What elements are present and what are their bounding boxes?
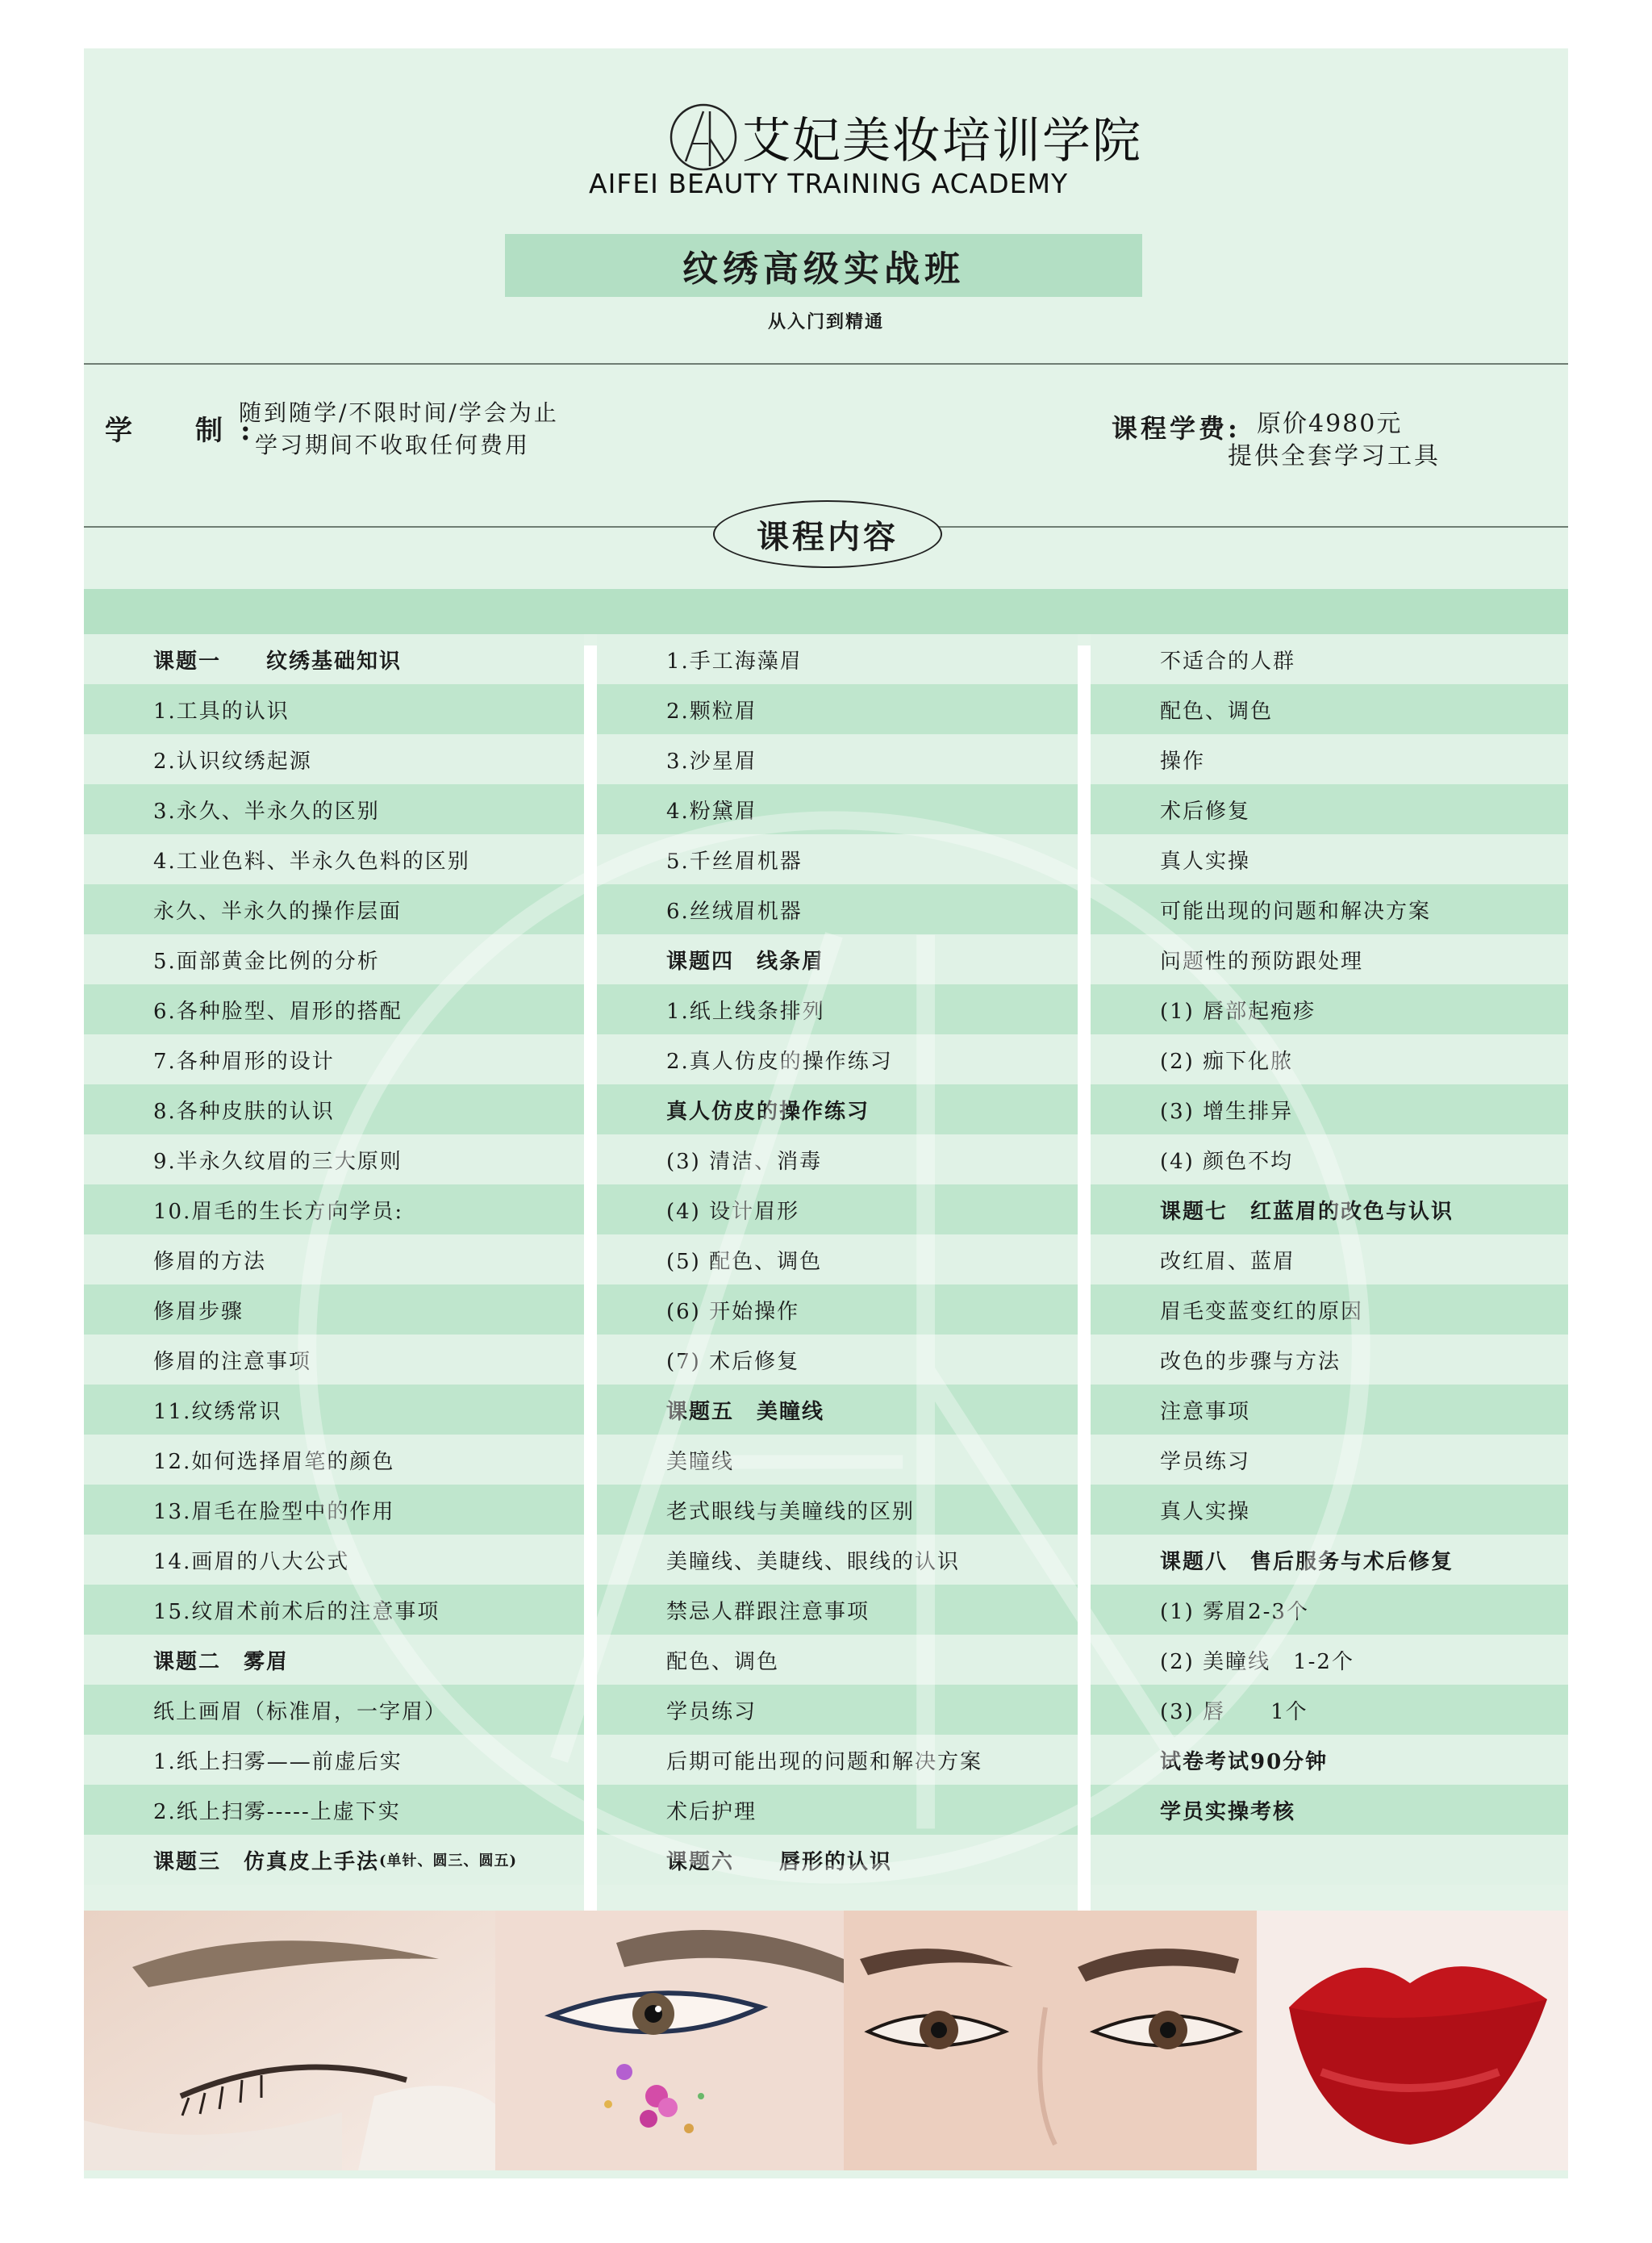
course-item-text: 1.纸上线条排列 [666,999,825,1024]
course-item [597,1735,1078,1785]
course-item [84,1685,584,1735]
course-item-text: 术后修复 [1160,799,1251,824]
course-item-text: (1) 雾眉2-3个 [1160,1599,1309,1624]
course-item [1091,1435,1568,1485]
course-item-text: 改红眉、蓝眉 [1160,1249,1296,1274]
course-item-text: 修眉的方法 [153,1249,267,1274]
course-item-text: 纸上画眉（标准眉，一字眉） [153,1699,448,1724]
course-item-text: 不适合的人群 [1160,649,1296,674]
course-item-text: 课题一 纹绣基础知识 [153,649,403,674]
course-item-text: (7) 术后修复 [666,1349,800,1374]
course-item-text: 4.粉黛眉 [666,799,757,824]
course-item-text: 2.纸上扫雾-----上虚下实 [153,1799,401,1824]
course-item-text: 禁忌人群跟注意事项 [666,1599,870,1624]
course-item [84,934,584,984]
logo [668,98,1142,176]
course-item-text: 6.各种脸型、眉形的搭配 [153,999,403,1024]
eye-makeup-image [495,1911,844,2170]
course-item-text: 6.丝绒眉机器 [666,899,803,924]
course-item-text: 7.各种眉形的设计 [153,1049,335,1074]
course-item-text: 老式眼线与美瞳线的区别 [666,1499,916,1524]
course-item-text: 1.手工海藻眉 [666,649,803,674]
course-item-text: 问题性的预防跟处理 [1160,949,1364,974]
course-item-text: 改色的步骤与方法 [1160,1349,1341,1374]
system-line-1: 随到随学/不限时间/学会为止 [239,399,559,426]
course-topic-heading [597,1385,1078,1435]
course-item [1091,1134,1568,1184]
eyebrow-closeup-image [84,1911,495,2170]
course-item [1091,634,1568,684]
course-item [1091,1284,1568,1335]
course-item-text: 8.各种皮肤的认识 [153,1099,335,1124]
course-item [597,984,1078,1034]
course-item [1091,1685,1568,1735]
course-item-text: 3.沙星眉 [666,749,757,774]
table-header-band [84,589,1568,634]
course-item-text: (5) 配色、调色 [666,1249,823,1274]
course-item [597,1485,1078,1535]
course-item [1091,834,1568,884]
course-item-text: 修眉步骤 [153,1299,244,1324]
course-item [1091,884,1568,934]
course-item [597,834,1078,884]
course-item [597,1034,1078,1084]
logo-english-name: AIFEI BEAUTY TRAINING ACADEMY [589,168,1069,199]
course-topic-heading [597,1835,1078,1885]
section-title [713,500,942,568]
system-line-2: 学习期间不收取任何费用 [255,432,531,458]
course-item-text: 修眉的注意事项 [153,1349,312,1374]
course-item-text: 学员实操考核 [1160,1799,1296,1824]
course-content-table [84,589,1568,1932]
red-lips-image [1257,1911,1568,2170]
course-item-text: 1.纸上扫雾——前虚后实 [153,1749,403,1774]
photo-eyebrow-eyes [844,1911,1257,2170]
course-item [597,1585,1078,1635]
course-item [84,884,584,934]
course-item-text: (4) 设计眉形 [666,1199,800,1224]
course-topic-heading [84,1635,584,1685]
course-item [84,1435,584,1485]
course-item [597,1234,1078,1284]
course-item [84,1785,584,1835]
course-item-text: 12.如何选择眉笔的颜色 [153,1449,395,1474]
course-item [597,684,1078,734]
course-item-text: 13.眉毛在脸型中的作用 [153,1499,395,1524]
course-topic-heading [1091,1785,1568,1835]
course-item-text: 真人仿皮的操作练习 [666,1099,870,1124]
course-item-text: 5.面部黄金比例的分析 [153,949,380,974]
course-item [1091,1034,1568,1084]
course-item-text: 课题三 仿真皮上手法 [153,1849,380,1874]
course-item-text: 美瞳线、美睫线、眼线的认识 [666,1549,961,1574]
photo-red-lips [1257,1911,1568,2170]
course-item [597,884,1078,934]
course-item-text: (3) 清洁、消毒 [666,1149,823,1174]
fee-label: 课程学费: [1112,413,1241,444]
course-item [1091,1585,1568,1635]
course-item-text: 11.纹绣常识 [153,1399,282,1424]
system-label: 学 制: [105,415,269,447]
course-item [84,1735,584,1785]
course-item-text: 4.工业色料、半永久色料的区别 [153,849,470,874]
course-item-text: 课题五 美瞳线 [666,1399,825,1424]
course-item [84,1134,584,1184]
course-item [84,1284,584,1335]
course-topic-heading [597,934,1078,984]
course-item-text: 课题二 雾眉 [153,1649,290,1674]
course-item-text: 9.半永久纹眉的三大原则 [153,1149,403,1174]
course-item-text: 可能出现的问题和解决方案 [1160,899,1432,924]
eyebrow-eyes-image [844,1911,1257,2170]
course-item [84,984,584,1034]
course-item [1091,1234,1568,1284]
course-topic-heading [84,634,584,684]
course-item [84,784,584,834]
course-item [597,1635,1078,1685]
course-item-text: (2) 痂下化脓 [1160,1049,1294,1074]
course-item [84,1485,584,1535]
course-item [1091,1084,1568,1134]
course-item-text: 1.工具的认识 [153,699,290,724]
course-column-3 [1091,634,1568,1932]
course-item [1091,1635,1568,1685]
course-item [84,1585,584,1635]
course-item [597,1535,1078,1585]
photo-eyebrow-closeup [84,1911,495,2170]
course-item [597,1184,1078,1234]
course-item [1091,984,1568,1034]
fee-line-1: 原价4980元 [1257,410,1403,438]
course-item-text: (3) 唇 1个 [1160,1699,1308,1724]
course-topic-heading [1091,1184,1568,1234]
course-item-text: 2.真人仿皮的操作练习 [666,1049,893,1074]
column-separator [1078,645,1091,1932]
course-item-text: 配色、调色 [1160,699,1274,724]
course-item [84,834,584,884]
course-item [84,1184,584,1234]
course-item-text: 学员练习 [1160,1449,1251,1474]
course-item-text: (1) 唇部起疱疹 [1160,999,1316,1024]
section-title-text: 课程内容 [757,517,899,556]
course-item [597,734,1078,784]
course-item [84,684,584,734]
course-item-text: 5.千丝眉机器 [666,849,803,874]
photo-strip [84,1911,1568,2170]
course-item-text: (2) 美瞳线 1-2个 [1160,1649,1354,1674]
course-item-text: 2.认识纹绣起源 [153,749,312,774]
course-item [84,1385,584,1435]
flyer-sheet [84,48,1568,2178]
aifei-logo-icon [668,102,739,173]
course-item-text: 后期可能出现的问题和解决方案 [666,1749,983,1774]
course-item [84,734,584,784]
course-item [597,634,1078,684]
course-item [597,1284,1078,1335]
course-item-text: 课题六 唇形的认识 [666,1849,893,1874]
course-item [84,1335,584,1385]
course-item-text: 课题七 红蓝眉的改色与认识 [1160,1199,1454,1224]
course-item [1091,1485,1568,1535]
course-item [597,1435,1078,1485]
course-item [84,1084,584,1134]
course-item-text: 课题八 售后服务与术后修复 [1160,1549,1454,1574]
course-topic-heading [1091,1735,1568,1785]
course-item-text: 14.画眉的八大公式 [153,1549,350,1574]
course-title-banner [505,234,1142,297]
course-item-text: 配色、调色 [666,1649,780,1674]
course-item-text: 试卷考试90分钟 [1160,1749,1329,1774]
course-item-text: (6) 开始操作 [666,1299,800,1324]
course-item-text: 2.颗粒眉 [666,699,757,724]
course-topic-heading [1091,1535,1568,1585]
course-item-text: (4) 颜色不均 [1160,1149,1294,1174]
divider-top [84,363,1568,365]
course-item-text: 3.永久、半永久的区别 [153,799,380,824]
course-item-text: 真人实操 [1160,1499,1251,1524]
course-item [597,1335,1078,1385]
course-topic-heading [597,1084,1078,1134]
fee-line-2: 提供全套学习工具 [1228,442,1441,470]
course-item-text: 永久、半永久的操作层面 [153,899,403,924]
logo-chinese-name: 艾妃美妆培训学院 [742,113,1142,169]
course-item-text: 眉毛变蓝变红的原因 [1160,1299,1364,1324]
course-subtitle: 从入门到精通 [767,311,884,332]
course-item [1091,934,1568,984]
photo-eye-makeup [495,1911,844,2170]
course-item-text: 课题四 线条眉 [666,949,825,974]
course-item [597,1685,1078,1735]
course-title: 纹绣高级实战班 [682,249,965,290]
course-item [84,1234,584,1284]
course-item [1091,734,1568,784]
column-separator [584,645,597,1932]
course-column-1 [84,634,584,1932]
course-item-text: 美瞳线 [666,1449,735,1474]
course-item [597,784,1078,834]
course-item [1091,1385,1568,1435]
course-item [1091,684,1568,734]
course-item-text: 学员练习 [666,1699,757,1724]
course-item-text: 术后护理 [666,1799,757,1824]
course-item-text: 真人实操 [1160,849,1251,874]
course-column-2 [597,634,1078,1932]
course-item-text: 注意事项 [1160,1399,1251,1424]
course-topic-heading [84,1835,584,1885]
course-item-text: (3) 增生排异 [1160,1099,1294,1124]
course-item [1091,1335,1568,1385]
course-item-text: 操作 [1160,749,1206,774]
course-item [597,1785,1078,1835]
course-item [1091,784,1568,834]
course-item [1091,1835,1568,1885]
course-item [84,1535,584,1585]
course-item-note: (单针、圆三、圆五) [379,1852,518,1869]
course-item-text: 10.眉毛的生长方向学员: [153,1199,404,1224]
course-item [84,1034,584,1084]
course-item-text: 15.纹眉术前术后的注意事项 [153,1599,440,1624]
course-item [597,1134,1078,1184]
